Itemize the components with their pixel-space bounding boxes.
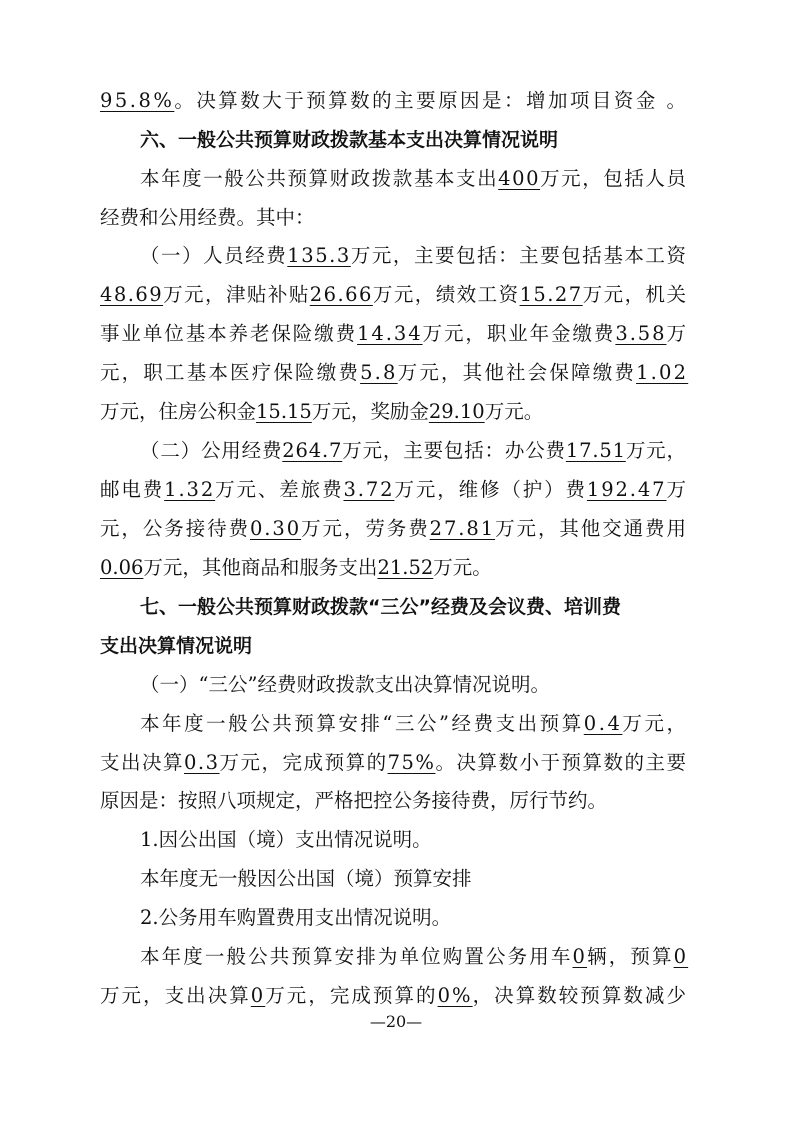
text-segment: 六、一般公共预算财政拨款基本支出决算情况说明 bbox=[140, 129, 559, 151]
text-segment: 万元，包括人员 bbox=[540, 167, 688, 190]
text-segment: 本年度一般公共预算财政拨款基本支出 bbox=[140, 167, 499, 190]
text-segment: （二）公用经费 bbox=[140, 439, 283, 462]
text-segment: 万元，其他商品和服务支出 bbox=[143, 556, 378, 579]
amount-value: 1.32 bbox=[164, 478, 216, 501]
section-heading-line-2 bbox=[0, 122, 792, 158]
amount-value: 0% bbox=[437, 984, 473, 1007]
amount-value: 0.4 bbox=[583, 712, 623, 735]
text-segment: 邮电费 bbox=[100, 478, 165, 501]
text-segment: 万元， bbox=[622, 712, 689, 735]
amount-value: 21.52 bbox=[377, 556, 434, 579]
paragraph-line-22 bbox=[0, 900, 792, 936]
line-text bbox=[140, 706, 689, 742]
amount-value: 400 bbox=[498, 167, 541, 190]
text-segment: 七、一般公共预算财政拨款“三公”经费及会议费、培训费 bbox=[140, 596, 621, 618]
text-segment: 万元，其他交通费用 bbox=[495, 517, 688, 540]
page-number: —20— bbox=[369, 1012, 423, 1031]
amount-value: 1.02 bbox=[636, 361, 689, 384]
text-segment: （一）“三公”经费财政拨款支出决算情况说明。 bbox=[140, 673, 550, 696]
line-text bbox=[100, 472, 688, 508]
text-segment: 原因是：按照八项规定，严格把控公务接待费，厉行节约。 bbox=[100, 789, 608, 812]
amount-value: 14.34 bbox=[357, 322, 423, 345]
text-segment: 。决算数小于预算数的主要 bbox=[435, 751, 688, 774]
line-text bbox=[140, 900, 451, 936]
text-segment: 万元， bbox=[625, 439, 687, 462]
line-text bbox=[140, 861, 472, 897]
amount-value: 0 bbox=[250, 984, 266, 1007]
paragraph-line-9 bbox=[0, 394, 792, 430]
line-text bbox=[140, 822, 432, 858]
text-segment: 辆，预算 bbox=[587, 945, 674, 968]
paragraph-line-6 bbox=[0, 277, 792, 313]
amount-value: 75% bbox=[387, 751, 436, 774]
paragraph-line-8 bbox=[0, 355, 792, 391]
line-text bbox=[100, 277, 687, 313]
paragraph-line-16 bbox=[0, 667, 792, 703]
text-segment: 经费和公用经费。其中： bbox=[100, 206, 315, 229]
text-segment: 本年度无一般因公出国（境）预算安排 bbox=[140, 867, 472, 890]
paragraph-line-20 bbox=[0, 822, 792, 858]
line-text bbox=[100, 316, 688, 352]
amount-value: 192.47 bbox=[586, 478, 667, 501]
amount-value: 0.3 bbox=[184, 751, 220, 774]
text-segment: 万 bbox=[666, 478, 688, 501]
text-segment: 支出决算 bbox=[100, 751, 185, 774]
amount-value: 0 bbox=[673, 945, 689, 968]
paragraph-line-3 bbox=[0, 161, 792, 197]
paragraph-line-7 bbox=[0, 316, 792, 352]
line-text bbox=[100, 355, 688, 391]
text-segment: 支出决算情况说明 bbox=[100, 635, 253, 657]
text-segment: 万元，主要包括：办公费 bbox=[342, 439, 566, 462]
text-segment: 万元，完成预算的 bbox=[219, 751, 388, 774]
amount-value: 95.8% bbox=[100, 89, 175, 112]
paragraph-line-1 bbox=[0, 83, 792, 119]
amount-value: 0.30 bbox=[249, 517, 302, 540]
amount-value: 48.69 bbox=[100, 283, 164, 306]
paragraph-line-4 bbox=[0, 200, 792, 236]
paragraph-line-11 bbox=[0, 472, 792, 508]
paragraph-line-10 bbox=[0, 433, 792, 469]
paragraph-line-23 bbox=[0, 939, 792, 975]
amount-value: 135.3 bbox=[287, 244, 351, 267]
amount-value: 15.15 bbox=[256, 400, 312, 423]
amount-value: 15.27 bbox=[519, 283, 583, 306]
line-text bbox=[140, 589, 621, 625]
paragraph-line-12 bbox=[0, 511, 792, 547]
line-text bbox=[140, 667, 550, 703]
line-text bbox=[140, 433, 687, 469]
paragraph-line-17 bbox=[0, 706, 792, 742]
line-text bbox=[140, 161, 688, 197]
line-text bbox=[100, 783, 607, 819]
text-segment: 万 bbox=[666, 322, 688, 345]
line-text bbox=[100, 745, 687, 781]
text-segment: 万元，津贴补贴 bbox=[163, 283, 310, 306]
amount-value: 0 bbox=[572, 945, 588, 968]
paragraph-line-21 bbox=[0, 861, 792, 897]
text-segment: ，决算数较预算数减少 bbox=[472, 984, 689, 1007]
amount-value: 3.58 bbox=[615, 322, 667, 345]
paragraph-line-13 bbox=[0, 550, 792, 586]
amount-value: 0.06 bbox=[100, 556, 144, 579]
line-text bbox=[100, 83, 688, 119]
amount-value: 27.81 bbox=[429, 517, 496, 540]
line-text bbox=[140, 238, 688, 274]
paragraph-line-24 bbox=[0, 978, 792, 1014]
section-heading-line-14 bbox=[0, 589, 792, 625]
text-segment: 元，职工基本医疗保险缴费 bbox=[100, 361, 361, 384]
text-segment: 事业单位基本养老保险缴费 bbox=[100, 322, 358, 345]
line-text bbox=[100, 628, 252, 664]
text-segment: 万元，职业年金缴费 bbox=[422, 322, 616, 345]
paragraph-line-5 bbox=[0, 238, 792, 274]
line-text bbox=[100, 511, 688, 547]
text-segment: 万元，完成预算的 bbox=[265, 984, 438, 1007]
amount-value: 29.10 bbox=[428, 400, 485, 423]
text-segment: 2.公务用车购置费用支出情况说明。 bbox=[140, 906, 452, 929]
text-segment: 万元，住房公积金 bbox=[100, 400, 257, 423]
text-segment: 万元，主要包括：主要包括基本工资 bbox=[350, 244, 688, 267]
text-segment: 本年度一般公共预算安排“三公”经费支出预算 bbox=[140, 712, 584, 735]
text-segment: 元，公务接待费 bbox=[100, 517, 250, 540]
amount-value: 264.7 bbox=[282, 439, 343, 462]
line-text bbox=[140, 939, 688, 975]
text-segment: 万元，维修（护）费 bbox=[394, 478, 587, 501]
amount-value: 3.72 bbox=[343, 478, 395, 501]
paragraph-line-19 bbox=[0, 783, 792, 819]
text-segment: 本年度一般公共预算安排为单位购置公务用车 bbox=[140, 945, 573, 968]
text-segment: 万元、差旅费 bbox=[215, 478, 344, 501]
text-segment: 万元，机关 bbox=[582, 283, 688, 306]
line-text bbox=[100, 200, 315, 236]
text-segment: 万元，奖励金 bbox=[311, 400, 429, 423]
line-text bbox=[100, 394, 543, 430]
text-segment: 万元，劳务费 bbox=[301, 517, 430, 540]
text-segment: 万元。 bbox=[433, 556, 492, 579]
line-text bbox=[100, 978, 688, 1014]
text-segment: （一）人员经费 bbox=[140, 244, 288, 267]
section-heading-line-15 bbox=[0, 628, 792, 664]
paragraph-line-18 bbox=[0, 745, 792, 781]
text-segment: 万元，支出决算 bbox=[100, 984, 251, 1007]
text-segment: 万元，其他社会保障缴费 bbox=[397, 361, 637, 384]
text-segment: 1.因公出国（境）支出情况说明。 bbox=[140, 828, 432, 851]
text-segment: 。决算数大于预算数的主要原因是：增加项目资金 。 bbox=[174, 89, 689, 112]
text-segment: 万元。 bbox=[484, 400, 544, 423]
amount-value: 26.66 bbox=[309, 283, 373, 306]
line-text bbox=[140, 122, 558, 158]
text-segment: 万元，绩效工资 bbox=[372, 283, 520, 306]
amount-value: 17.51 bbox=[565, 439, 626, 462]
line-text bbox=[100, 550, 492, 586]
amount-value: 5.8 bbox=[360, 361, 398, 384]
